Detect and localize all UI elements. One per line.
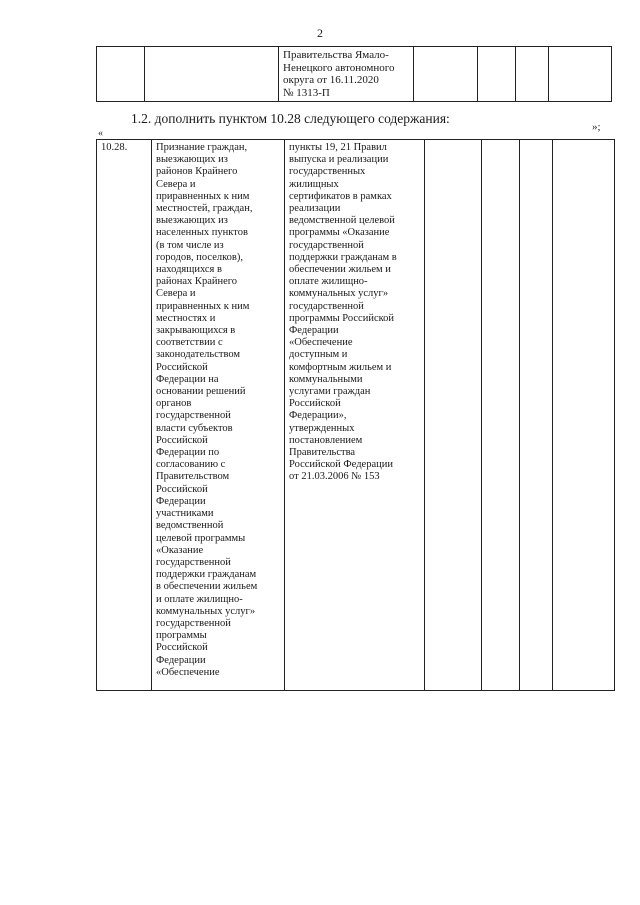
opening-quote-mark: « — [98, 128, 103, 139]
table-cell — [97, 47, 145, 102]
table-cell — [425, 140, 482, 691]
table-row — [97, 140, 615, 691]
previous-table-fragment — [96, 46, 612, 102]
table-cell — [478, 47, 516, 102]
table-cell — [549, 47, 612, 102]
description-cell: Признание граждан, выезжающих из районов Крайнего Севера и приравненных к ним местностей, граждан, выезжающих из населенных пунктов (в том числе из городов, поселков), находящихся в районах Крайнего Севера и приравненных к ним местностях и закрывающихся в соответствии с законодательством Российской Федерации на основании решений органов государственной власти субъектов Российской Федерации по согласованию с Правительством Российской Федерации участниками ведомственной целевой программы «Оказание государственной поддержки гражданам в обеспечении жильем и оплате жилищно- коммунальных услуг» государственной программы Российской Федерации «Обеспечение — [152, 140, 285, 691]
legal-basis-cell: пункты 19, 21 Правил выпуска и реализации государственных жилищных сертификатов в рамках реализации ведомственной целевой программы «Оказание государственной поддержки гражданам в обеспечении жильем и оплате жилищно- коммунальных услуг» государственной программы Российской Федерации «Обеспечение доступным и комфортным жильем и коммунальными услугами граждан Российской Федерации», утвержденных постановлением Правительства Российской Федерации от 21.03.2006 № 153 — [285, 140, 425, 691]
table-cell — [520, 140, 553, 691]
closing-quote-mark: »; — [592, 121, 601, 133]
item-number-cell: 10.28. — [97, 140, 152, 691]
table-row — [97, 47, 612, 102]
table-cell — [516, 47, 549, 102]
table-cell — [482, 140, 520, 691]
authority-cell: Правительства Ямало- Ненецкого автономного округа от 16.11.2020 № 1313-П — [279, 47, 414, 102]
amendment-table — [96, 139, 615, 691]
amendment-heading: 1.2. дополнить пунктом 10.28 следующего содержания: — [131, 111, 450, 126]
table-cell — [145, 47, 279, 102]
table-cell — [553, 140, 615, 691]
page-number: 2 — [317, 26, 323, 40]
table-cell — [414, 47, 478, 102]
